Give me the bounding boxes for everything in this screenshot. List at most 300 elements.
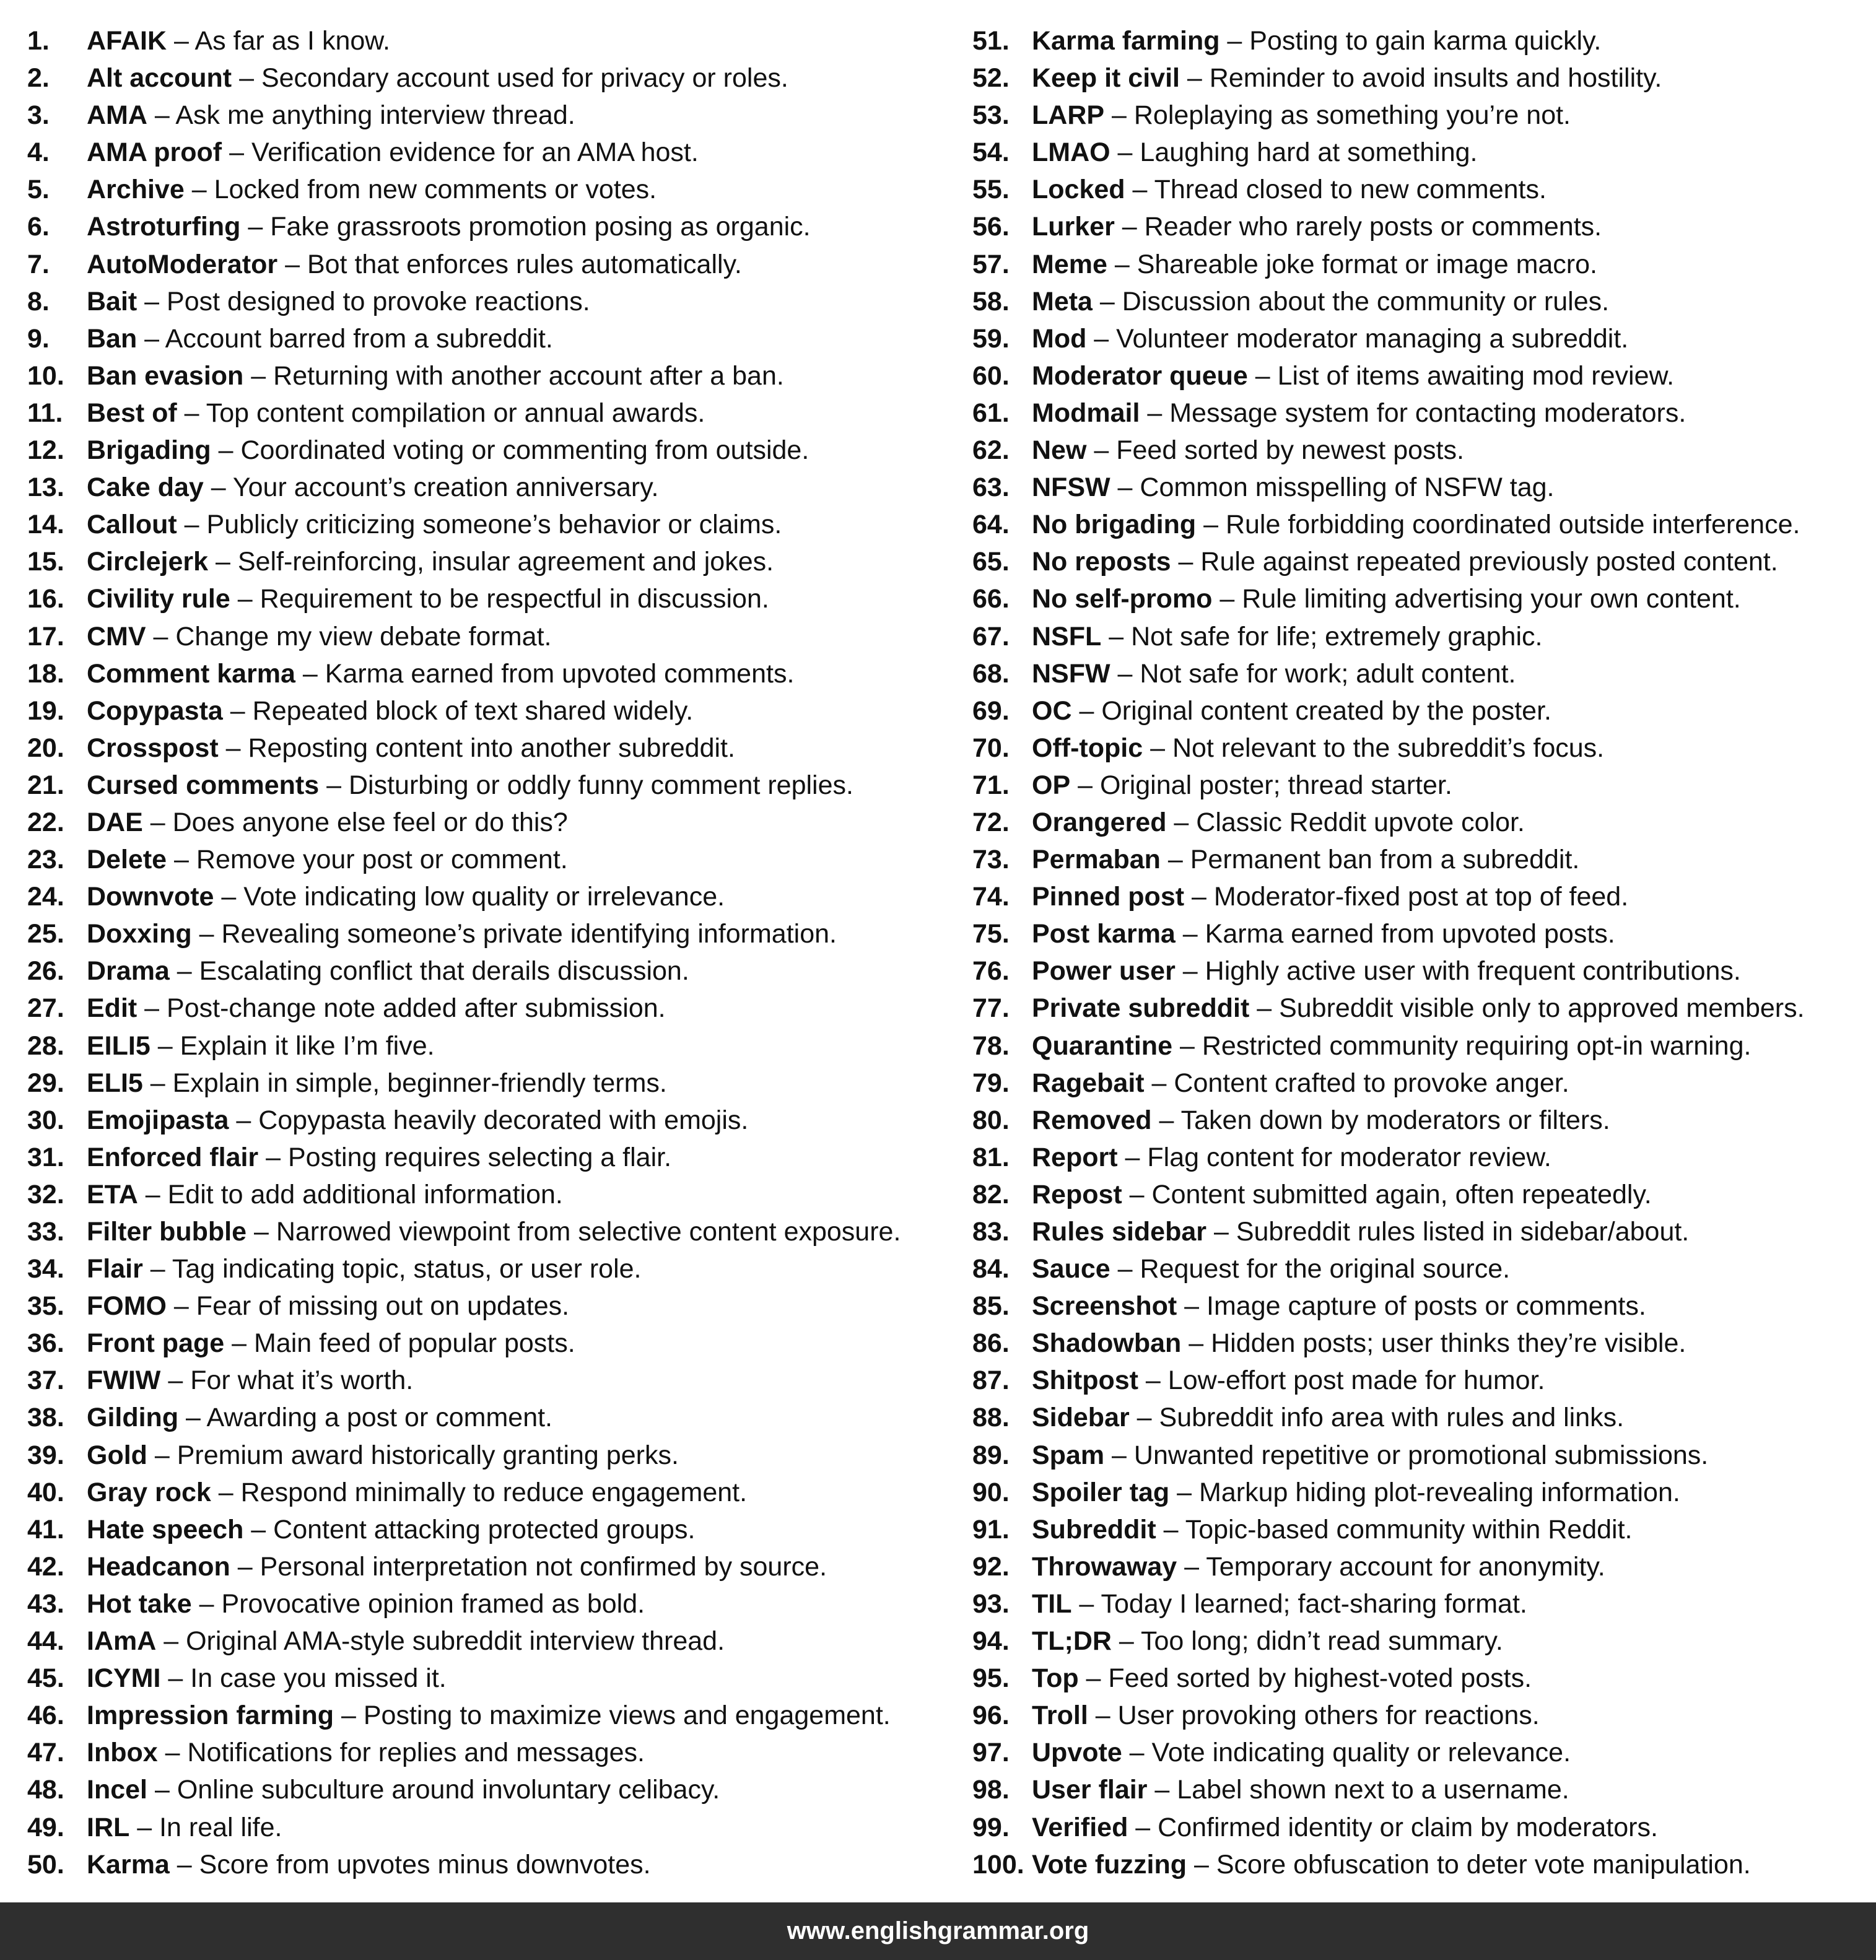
glossary-entry [972,1027,1870,1065]
glossary-entry [27,915,950,952]
entry-number: 53. [972,100,1010,131]
glossary-entry [27,1809,950,1846]
entry-definition: Subreddit info area with rules and links. [1159,1403,1625,1433]
glossary-entry [972,171,1870,208]
entry-term: Callout [87,510,177,540]
entry-separator: – [229,1105,259,1135]
entry-separator: – [191,919,222,949]
entry-term: Incel [87,1775,147,1805]
entry-definition: Volunteer moderator managing a subreddit. [1116,323,1629,354]
glossary-entry [27,171,950,208]
entry-definition: Content crafted to provoke anger. [1174,1068,1569,1098]
entry-number: 68. [972,658,1010,689]
entry-term: Circlejerk [87,547,209,577]
glossary-entry [27,841,950,878]
entry-definition: Flag content for moderator review. [1147,1142,1551,1172]
glossary-entry [972,1511,1870,1548]
entry-definition: Posting to gain karma quickly. [1249,26,1602,56]
glossary-entry [27,1102,950,1139]
glossary-entry [972,1065,1870,1102]
glossary-entry [972,1325,1870,1362]
entry-definition: User provoking others for reactions. [1117,1701,1540,1731]
glossary-entry [972,506,1870,543]
entry-definition: Escalating conflict that derails discussion. [199,956,689,987]
entry-term: Meta [1032,286,1093,316]
entry-number: 86. [972,1328,1010,1359]
entry-number: 42. [27,1551,64,1582]
entry-separator: – [1144,1068,1174,1098]
entry-term: Alt account [87,63,232,94]
entry-separator: – [203,473,233,503]
footer-website-link[interactable]: www.englishgrammar.org [787,1917,1089,1945]
glossary-entry [27,1176,950,1213]
entry-number: 63. [972,473,1010,503]
entry-separator: – [160,1663,191,1694]
entry-number: 41. [27,1514,64,1544]
entry-definition: Vote indicating quality or relevance. [1151,1738,1571,1768]
entry-separator: – [150,1030,180,1061]
entry-term: Flair [87,1254,143,1284]
entry-separator: – [1071,1588,1101,1619]
glossary-entry [27,394,950,432]
glossary-entry [27,1437,950,1474]
entry-definition: In case you missed it. [190,1663,447,1694]
entry-term: Front page [87,1328,225,1359]
entry-number: 82. [972,1179,1010,1209]
entry-separator: – [232,63,261,94]
entry-term: Cursed comments [87,770,320,800]
entry-term: Quarantine [1032,1030,1172,1061]
entry-separator: – [240,212,271,242]
entry-separator: – [1086,323,1117,354]
glossary-entry [27,580,950,617]
glossary-entry [27,22,950,59]
entry-definition: Karma earned from upvoted posts. [1205,919,1615,949]
entry-definition: Secondary account used for privacy or roles. [261,63,788,94]
entry-definition: Content attacking protected groups. [273,1514,696,1544]
entry-term: Troll [1032,1701,1088,1731]
entry-definition: Vote indicating low quality or irrelevance. [243,882,725,912]
glossary-entry [972,22,1870,59]
entry-number: 81. [972,1142,1010,1172]
entry-definition: Not relevant to the subreddit’s focus. [1172,733,1605,763]
entry-number: 52. [972,63,1010,94]
entry-separator: – [156,1626,186,1657]
entry-term: Sauce [1032,1254,1110,1284]
entry-number: 21. [27,770,64,800]
entry-definition: Post designed to provoke reactions. [167,286,590,316]
entry-definition: Your account’s creation anniversary. [232,473,659,503]
entry-term: Comment karma [87,658,295,689]
entry-definition: Coordinated voting or commenting from outside. [240,435,809,466]
entry-separator: – [137,993,167,1024]
entry-separator: – [167,845,196,875]
entry-number: 25. [27,919,64,949]
glossary-entry [27,692,950,730]
entry-separator: – [208,547,238,577]
entry-number: 96. [972,1701,1010,1731]
glossary-entry [972,1846,1870,1883]
entry-separator: – [142,1068,173,1098]
footer-bar [0,1902,1876,1960]
glossary-column-right [972,22,1870,1883]
entry-number: 65. [972,547,1010,577]
entry-number: 74. [972,882,1010,912]
entry-term: Delete [87,845,167,875]
glossary-entry [972,543,1870,580]
entry-separator: – [142,807,173,837]
entry-separator: – [1249,993,1280,1024]
entry-number: 72. [972,807,1010,837]
entry-definition: Change my view debate format. [175,621,552,651]
entry-separator: – [147,100,176,131]
entry-definition: Common misspelling of NSFW tag. [1140,473,1555,503]
entry-term: IRL [87,1812,130,1842]
entry-number: 14. [27,510,64,540]
entry-separator: – [230,1551,260,1582]
entry-number: 8. [27,286,50,316]
entry-definition: Provocative opinion framed as bold. [221,1588,645,1619]
entry-term: NSFW [1032,658,1110,689]
entry-separator: – [1156,1514,1185,1544]
entry-term: Report [1032,1142,1118,1172]
glossary-entry [27,246,950,283]
entry-number: 73. [972,845,1010,875]
entry-separator: – [1187,1849,1216,1879]
entry-number: 54. [972,137,1010,168]
entry-term: Gold [87,1440,147,1470]
entry-definition: Request for the original source. [1140,1254,1511,1284]
entry-separator: – [246,1217,276,1247]
entry-definition: Returning with another account after a ban. [273,360,784,391]
entry-term: Headcanon [87,1551,230,1582]
entry-term: Orangered [1032,807,1167,837]
entry-separator: – [166,1291,196,1322]
entry-term: Brigading [87,435,211,466]
entry-term: Gilding [87,1403,179,1433]
glossary-entry [27,283,950,320]
entry-definition: Feed sorted by newest posts. [1116,435,1464,466]
entry-separator: – [169,1849,199,1879]
entry-term: Inbox [87,1738,158,1768]
glossary-entry [972,394,1870,432]
entry-number: 35. [27,1291,64,1322]
entry-number: 100. [972,1849,1024,1879]
entry-number: 10. [27,360,64,391]
entry-separator: – [178,1403,207,1433]
entry-number: 77. [972,993,1010,1024]
entry-definition: Thread closed to new comments. [1154,175,1547,205]
glossary-entry [27,1585,950,1622]
entry-number: 76. [972,956,1010,987]
glossary-entry [27,320,950,357]
entry-term: Pinned post [1032,882,1185,912]
entry-number: 59. [972,323,1010,354]
entry-number: 11. [27,398,63,428]
entry-term: Drama [87,956,170,987]
glossary-entry [972,580,1870,617]
glossary-entry [27,97,950,134]
entry-term: Ragebait [1032,1068,1145,1098]
entry-separator: – [1247,360,1278,391]
glossary-entry [27,1362,950,1399]
glossary-entry [27,952,950,990]
entry-number: 36. [27,1328,64,1359]
entry-term: Meme [1032,249,1107,279]
entry-separator: – [1111,1626,1141,1657]
entry-separator: – [1138,1365,1168,1396]
entry-definition: Laughing hard at something. [1140,137,1478,168]
glossary-entry [972,208,1870,245]
glossary-entry [972,692,1870,730]
entry-definition: Low-effort post made for humor. [1167,1365,1545,1396]
glossary-entry [27,1213,950,1250]
glossary-entry [27,1139,950,1176]
entry-definition: Today I learned; fact-sharing format. [1101,1588,1527,1619]
entry-separator: – [1125,175,1154,205]
entry-separator: – [1140,398,1170,428]
glossary-entry [27,1734,950,1771]
entry-definition: Message system for contacting moderators. [1169,398,1686,428]
entry-number: 89. [972,1440,1010,1470]
glossary-entry [972,767,1870,804]
entry-separator: – [1151,1105,1181,1135]
entry-definition: Personal interpretation not confirmed by source. [260,1551,827,1582]
entry-number: 75. [972,919,1010,949]
glossary-entry [27,878,950,915]
entry-term: Bait [87,286,137,316]
entry-term: Moderator queue [1032,360,1248,391]
entry-term: Repost [1032,1179,1122,1209]
glossary-entry [27,730,950,767]
glossary-entry [972,990,1870,1027]
entry-number: 66. [972,584,1010,614]
glossary-entry [972,915,1870,952]
entry-number: 18. [27,658,64,689]
entry-definition: Bot that enforces rules automatically. [307,249,742,279]
glossary-entry [972,1660,1870,1697]
entry-number: 50. [27,1849,64,1879]
entry-separator: – [146,621,176,651]
entry-separator: – [218,733,248,763]
glossary-entry [27,1065,950,1102]
entry-separator: – [334,1701,364,1731]
entry-definition: Reposting content into another subreddit. [248,733,735,763]
entry-separator: – [1172,1030,1202,1061]
entry-separator: – [1196,510,1226,540]
entry-separator: – [1129,1403,1159,1433]
glossary-entry [27,1250,950,1287]
entry-separator: – [191,1588,222,1619]
entry-definition: Score from upvotes minus downvotes. [199,1849,651,1879]
entry-definition: Verification evidence for an AMA host. [251,137,699,168]
entry-term: Power user [1032,956,1176,987]
entry-definition: Edit to add additional information. [167,1179,563,1209]
glossary-entry [972,655,1870,692]
entry-definition: Moderator-fixed post at top of feed. [1213,882,1629,912]
entry-number: 62. [972,435,1010,466]
glossary-entry [27,357,950,394]
entry-term: Emojipasta [87,1105,229,1135]
entry-number: 80. [972,1105,1010,1135]
entry-definition: As far as I know. [194,26,390,56]
entry-separator: – [258,1142,288,1172]
entry-separator: – [230,584,260,614]
entry-separator: – [1104,100,1134,131]
entry-term: Shitpost [1032,1365,1138,1396]
entry-term: DAE [87,807,143,837]
entry-separator: – [1212,584,1242,614]
entry-separator: – [295,658,325,689]
entry-term: LARP [1032,100,1105,131]
glossary-entry [972,1213,1870,1250]
entry-term: NSFL [1032,621,1102,651]
entry-definition: Account barred from a subreddit. [165,323,553,354]
entry-term: Archive [87,175,185,205]
entry-definition: For what it’s worth. [190,1365,414,1396]
glossary-entry [27,506,950,543]
entry-separator: – [222,137,251,168]
entry-number: 20. [27,733,64,763]
glossary-entry [27,543,950,580]
glossary-entry [972,1734,1870,1771]
entry-separator: – [1107,249,1137,279]
entry-number: 67. [972,621,1010,651]
entry-definition: Copypasta heavily decorated with emojis. [258,1105,749,1135]
entry-number: 58. [972,286,1010,316]
entry-definition: Original content created by the poster. [1101,695,1551,726]
entry-number: 45. [27,1663,64,1694]
entry-definition: Discussion about the community or rules. [1122,286,1610,316]
entry-term: OC [1032,695,1072,726]
entry-term: Hot take [87,1588,192,1619]
entry-number: 97. [972,1738,1010,1768]
entry-separator: – [177,510,207,540]
entry-term: Gray rock [87,1477,211,1507]
entry-term: Copypasta [87,695,223,726]
entry-term: Hate speech [87,1514,244,1544]
entry-number: 55. [972,175,1010,205]
glossary-entry [27,767,950,804]
glossary-entry [972,1437,1870,1474]
entry-separator: – [1122,1738,1152,1768]
entry-term: AMA [87,100,147,131]
entry-term: Shadowban [1032,1328,1182,1359]
entry-term: New [1032,435,1087,466]
entry-separator: – [1110,658,1140,689]
entry-definition: Highly active user with frequent contributions. [1205,956,1741,987]
entry-separator: – [169,956,199,987]
entry-term: Karma [87,1849,170,1879]
glossary-entry [972,469,1870,506]
entry-definition: Score obfuscation to deter vote manipulation. [1216,1849,1751,1879]
glossary-entry [972,1362,1870,1399]
entry-definition: Label shown next to a username. [1177,1775,1569,1805]
entry-number: 93. [972,1588,1010,1619]
entry-definition: Notifications for replies and messages. [187,1738,645,1768]
entry-definition: Explain in simple, beginner-friendly terms. [172,1068,667,1098]
entry-term: CMV [87,621,146,651]
entry-separator: – [1104,1440,1134,1470]
entry-definition: Requirement to be respectful in discussion. [260,584,769,614]
glossary-entry [27,618,950,655]
glossary-entry [972,1622,1870,1660]
entry-term: Astroturfing [87,212,241,242]
entry-definition: Respond minimally to reduce engagement. [240,1477,748,1507]
entry-definition: Does anyone else feel or do this? [172,807,568,837]
entry-number: 57. [972,249,1010,279]
entry-number: 44. [27,1626,64,1657]
entry-definition: List of items awaiting mod review. [1277,360,1675,391]
entry-term: FWIW [87,1365,161,1396]
entry-separator: – [1110,473,1140,503]
entry-number: 47. [27,1738,64,1768]
entry-term: ELI5 [87,1068,143,1098]
entry-number: 26. [27,956,64,987]
entry-number: 78. [972,1030,1010,1061]
entry-separator: – [277,249,307,279]
entry-definition: Posting to maximize views and engagement. [363,1701,891,1731]
entry-number: 64. [972,510,1010,540]
entry-term: TL;DR [1032,1626,1112,1657]
entry-number: 9. [27,323,50,354]
glossary-entry [27,1325,950,1362]
entry-term: Verified [1032,1812,1128,1842]
glossary-entry [27,1548,950,1585]
entry-separator: – [1086,435,1117,466]
entry-number: 13. [27,473,64,503]
entry-number: 28. [27,1030,64,1061]
entry-separator: – [157,1738,188,1768]
entry-definition: Locked from new comments or votes. [214,175,657,205]
entry-number: 19. [27,695,64,726]
glossary-entry [27,655,950,692]
glossary-entry [972,1102,1870,1139]
entry-separator: – [137,1179,168,1209]
entry-separator: – [147,1775,177,1805]
entry-separator: – [1166,807,1197,837]
glossary-entry [27,134,950,171]
entry-definition: Markup hiding plot-revealing information. [1199,1477,1680,1507]
entry-number: 90. [972,1477,1010,1507]
glossary-entry [972,1250,1870,1287]
glossary-entry [27,1697,950,1734]
entry-separator: – [1179,63,1210,94]
entry-separator: – [167,26,195,56]
entry-number: 71. [972,770,1010,800]
glossary-entry [972,357,1870,394]
entry-separator: – [1070,770,1100,800]
entry-term: Filter bubble [87,1217,246,1247]
entry-term: ETA [87,1179,138,1209]
entry-separator: – [1175,956,1205,987]
entry-separator: – [1143,733,1172,763]
entry-definition: Restricted community requiring opt-in warning. [1202,1030,1752,1061]
entry-number: 7. [27,249,50,279]
entry-definition: Explain it like I’m five. [180,1030,435,1061]
entry-definition: Rule limiting advertising your own content. [1242,584,1741,614]
entry-separator: – [243,360,274,391]
entry-definition: Reminder to avoid insults and hostility. [1209,63,1662,94]
glossary-entry [972,952,1870,990]
entry-definition: In real life. [159,1812,282,1842]
entry-definition: Unwanted repetitive or promotional submissions. [1133,1440,1709,1470]
entry-definition: Revealing someone’s private identifying information. [221,919,837,949]
glossary-entry [27,469,950,506]
entry-definition: Karma earned from upvoted comments. [325,658,795,689]
entry-separator: – [243,1514,274,1544]
entry-definition: Taken down by moderators or filters. [1180,1105,1610,1135]
